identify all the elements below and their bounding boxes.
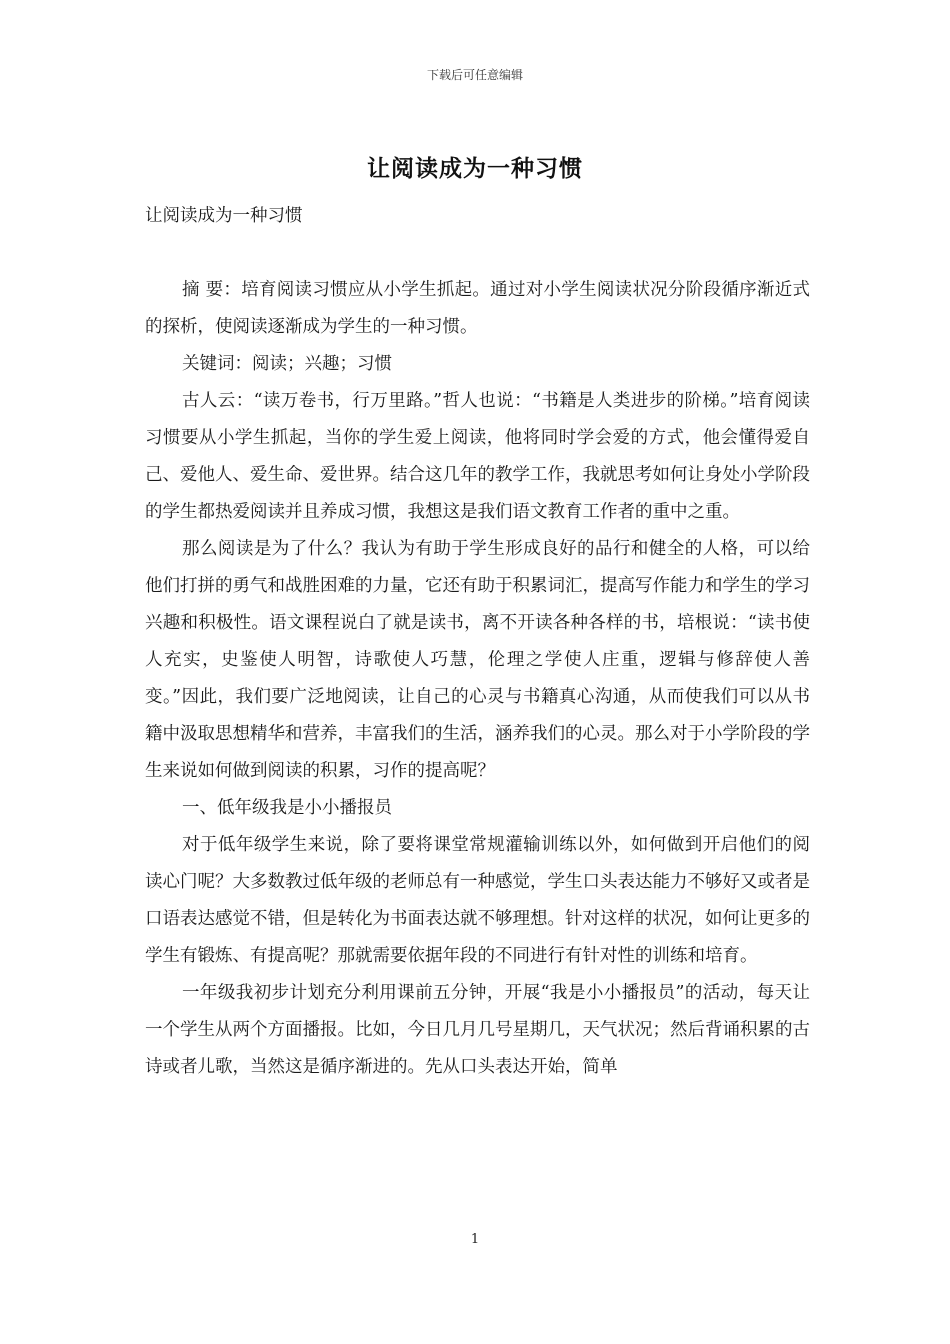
page-number: 1 xyxy=(470,1232,480,1247)
blank-line xyxy=(145,235,810,272)
abstract-paragraph: 摘 要：培育阅读习惯应从小学生抓起。通过对小学生阅读状况分阶段循序渐近式的探析，使阅读逐渐成为学生的一种习惯。 xyxy=(145,280,810,337)
document-subtitle: 让阅读成为一种习惯 xyxy=(145,206,303,226)
body-paragraph: 一年级我初步计划充分利用课前五分钟，开展“我是小小播报员”的活动，每天让一个学生从两个方面播报。比如，今日几月几号星期几，天气状况；然后背诵积累的古诗或者儿歌，当然这是循序渐进的。先从口头表达开始，简单 xyxy=(145,983,810,1077)
section-heading: 一、低年级我是小小播报员 xyxy=(182,798,392,818)
body-paragraph: 那么阅读是为了什么？我认为有助于学生形成良好的品行和健全的人格，可以给他们打拼的勇气和战胜困难的力量，它还有助于积累词汇，提高写作能力和学生的学习兴趣和积极性。语文课程说白了就是读书，离不开读各种各样的书，培根说：“读书使人充实，史鉴使人明智，诗歌使人巧慧，伦理之学使人庄重，逻辑与修辞使人善变。”因此，我们要广泛地阅读，让自己的心灵与书籍真心沟通，从而使我们可以从书籍中汲取思想精华和营养，丰富我们的生活，涵养我们的心灵。那么对于小学阶段的学生来说如何做到阅读的积累，习作的提高呢？ xyxy=(145,539,810,781)
body-paragraph: 古人云：“读万卷书，行万里路。”哲人也说：“书籍是人类进步的阶梯。”培育阅读习惯要从小学生抓起，当你的学生爱上阅读，他将同时学会爱的方式，他会懂得爱自己、爱他人、爱生命、爱世界。结合这几年的教学工作，我就思考如何让身处小学阶段的学生都热爱阅读并且养成习惯，我想这是我们语文教育工作者的重中之重。 xyxy=(145,391,810,522)
document-title: 让阅读成为一种习惯 xyxy=(367,155,583,182)
header-note: 下载后可任意编辑 xyxy=(426,68,523,82)
keywords-paragraph: 关键词：阅读；兴趣；习惯 xyxy=(182,354,392,374)
body-paragraph: 对于低年级学生来说，除了要将课堂常规灌输训练以外，如何做到开启他们的阅读心门呢？大多数教过低年级的老师总有一种感觉，学生口头表达能力不够好又或者是口语表达感觉不错，但是转化为书面表达就不够理想。针对这样的状况，如何让更多的学生有锻炼、有提高呢？那就需要依据年段的不同进行有针对性的训练和培育。 xyxy=(145,835,810,966)
document-body xyxy=(145,198,810,1086)
